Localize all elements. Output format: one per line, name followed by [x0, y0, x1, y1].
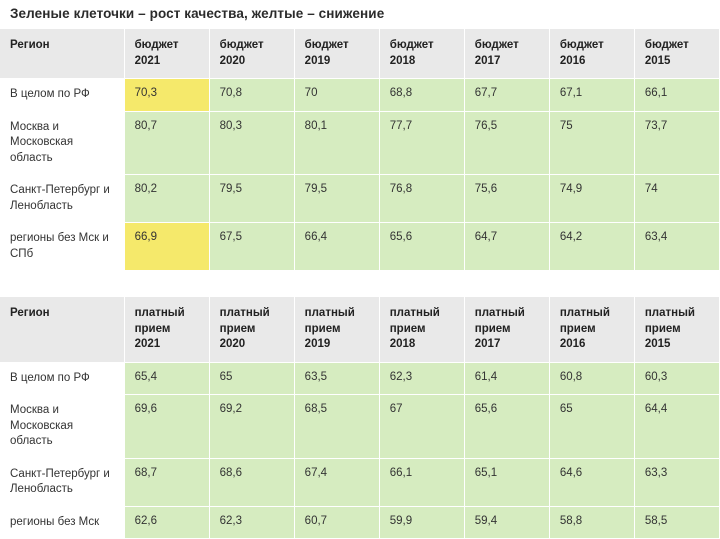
- table-cell: 63,3: [634, 458, 719, 506]
- column-header-budget-2017: [464, 29, 549, 79]
- table-cell: 64,6: [549, 458, 634, 506]
- table-header-row: [0, 297, 720, 362]
- table-cell: 67,5: [209, 223, 294, 271]
- column-header-line2: 2020: [219, 54, 246, 67]
- table-cell: 66,4: [294, 223, 379, 271]
- table-row: [0, 111, 720, 175]
- table-cell: 61,4: [464, 362, 549, 395]
- column-header-line2: 2021: [134, 54, 161, 67]
- table-cell: 80,7: [124, 111, 209, 175]
- column-header-budget-2021: [124, 29, 209, 79]
- column-header-line3: 2021: [134, 338, 161, 351]
- table-cell: 63,5: [294, 362, 379, 395]
- table-cell: 75: [549, 111, 634, 175]
- table-cell: 60,8: [549, 362, 634, 395]
- column-header-line2: прием: [389, 322, 426, 335]
- table-cell: 62,3: [209, 506, 294, 539]
- column-header-line1: бюджет: [304, 39, 349, 51]
- column-header-paid-2019: [294, 297, 379, 362]
- table-row: [0, 223, 720, 271]
- table-row: [0, 362, 720, 395]
- column-header-line2: 2019: [304, 54, 331, 67]
- table-cell: 76,5: [464, 111, 549, 175]
- column-header-paid-2015: [634, 297, 719, 362]
- column-header-paid-2017: [464, 297, 549, 362]
- table-paid: [0, 297, 720, 539]
- table-cell: 77,7: [379, 111, 464, 175]
- table-cell: 64,2: [549, 223, 634, 271]
- column-header-paid-2020: [209, 297, 294, 362]
- column-header-paid-2016: [549, 297, 634, 362]
- table-cell: 59,4: [464, 506, 549, 539]
- table-cell: 63,4: [634, 223, 719, 271]
- table-cell: 75,6: [464, 175, 549, 223]
- column-header-line2: прием: [644, 322, 681, 335]
- table-cell: 62,3: [379, 362, 464, 395]
- table-cell: 65,6: [379, 223, 464, 271]
- table-cell: 67,4: [294, 458, 379, 506]
- column-header-region: Регион: [0, 29, 124, 79]
- table-cell: 68,7: [124, 458, 209, 506]
- column-header-line2: прием: [474, 322, 511, 335]
- column-header-line1: платный: [304, 307, 355, 320]
- table-cell: 58,5: [634, 506, 719, 539]
- column-header-budget-2016: [549, 29, 634, 79]
- column-header-line1: бюджет: [219, 39, 264, 51]
- table-divider-space: [0, 271, 720, 297]
- column-header-line1: платный: [474, 307, 525, 320]
- table-cell: 80,1: [294, 111, 379, 175]
- table-row: [0, 506, 720, 539]
- table-cell: 68,5: [294, 395, 379, 459]
- column-header-line2: 2017: [474, 54, 501, 67]
- table-row: [0, 395, 720, 459]
- column-header-line2: 2015: [644, 54, 671, 67]
- column-header-line1: платный: [559, 307, 610, 320]
- column-header-line2: 2016: [559, 54, 586, 67]
- table-cell: 67: [379, 395, 464, 459]
- table-cell: 59,9: [379, 506, 464, 539]
- column-header-line3: 2016: [559, 338, 586, 351]
- table-cell: 65,4: [124, 362, 209, 395]
- column-header-line1: платный: [134, 307, 185, 320]
- table-paid-head: [0, 297, 720, 362]
- table-cell: 76,8: [379, 175, 464, 223]
- table-cell: 74,9: [549, 175, 634, 223]
- column-header-line1: бюджет: [644, 39, 689, 51]
- table-budget-body: [0, 79, 720, 271]
- row-label: Москва и Московская область: [0, 111, 124, 175]
- table-cell: 65,1: [464, 458, 549, 506]
- table-cell: 68,8: [379, 79, 464, 112]
- column-header-budget-2015: [634, 29, 719, 79]
- table-cell: 79,5: [209, 175, 294, 223]
- column-header-paid-2021: [124, 297, 209, 362]
- table-cell: 67,7: [464, 79, 549, 112]
- table-cell: 62,6: [124, 506, 209, 539]
- table-cell: 80,2: [124, 175, 209, 223]
- table-cell: 67,1: [549, 79, 634, 112]
- column-header-budget-2018: [379, 29, 464, 79]
- column-header-line1: бюджет: [134, 39, 179, 51]
- column-header-region: Регион: [0, 297, 124, 362]
- table-cell: 70,3: [124, 79, 209, 112]
- table-cell: 73,7: [634, 111, 719, 175]
- table-row: [0, 79, 720, 112]
- table-cell: 60,3: [634, 362, 719, 395]
- row-label: Санкт-Петербург и Ленобласть: [0, 175, 124, 223]
- table-cell: 66,9: [124, 223, 209, 271]
- row-label: В целом по РФ: [0, 362, 124, 395]
- table-cell: 70,8: [209, 79, 294, 112]
- column-header-line2: прием: [559, 322, 596, 335]
- table-cell: 65: [209, 362, 294, 395]
- table-budget: [0, 29, 720, 271]
- column-header-line3: 2017: [474, 338, 501, 351]
- column-header-line1: бюджет: [389, 39, 434, 51]
- column-header-line2: прием: [304, 322, 341, 335]
- table-paid-body: [0, 362, 720, 539]
- column-header-line1: платный: [644, 307, 695, 320]
- table-paid-wrapper: [0, 297, 720, 528]
- table-cell: 60,7: [294, 506, 379, 539]
- table-cell: 69,2: [209, 395, 294, 459]
- page-title: Зеленые клеточки – рост качества, желтые – снижение: [10, 6, 385, 21]
- table-cell: 58,8: [549, 506, 634, 539]
- row-label: регионы без Мск и СПб: [0, 223, 124, 271]
- table-cell: 66,1: [379, 458, 464, 506]
- table-cell: 80,3: [209, 111, 294, 175]
- column-header-line3: 2015: [644, 338, 671, 351]
- column-header-line3: 2019: [304, 338, 331, 351]
- table-cell: 70: [294, 79, 379, 112]
- column-header-line1: платный: [389, 307, 440, 320]
- column-header-budget-2019: [294, 29, 379, 79]
- table-header-row: [0, 29, 720, 79]
- table-cell: 65,6: [464, 395, 549, 459]
- row-label: В целом по РФ: [0, 79, 124, 112]
- table-cell: 64,4: [634, 395, 719, 459]
- row-label: Москва и Московская область: [0, 395, 124, 459]
- column-header-line2: прием: [134, 322, 171, 335]
- table-cell: 65: [549, 395, 634, 459]
- table-cell: 64,7: [464, 223, 549, 271]
- table-budget-head: [0, 29, 720, 79]
- table-cell: 69,6: [124, 395, 209, 459]
- table-cell: 79,5: [294, 175, 379, 223]
- column-header-line2: прием: [219, 322, 256, 335]
- column-header-line3: 2020: [219, 338, 246, 351]
- table-row: [0, 175, 720, 223]
- table-cell: 74: [634, 175, 719, 223]
- column-header-line1: бюджет: [474, 39, 519, 51]
- row-label: Санкт-Петербург и Ленобласть: [0, 458, 124, 506]
- column-header-line3: 2018: [389, 338, 416, 351]
- table-cell: 66,1: [634, 79, 719, 112]
- column-header-line1: платный: [219, 307, 270, 320]
- table-row: [0, 458, 720, 506]
- column-header-paid-2018: [379, 297, 464, 362]
- column-header-line2: 2018: [389, 54, 416, 67]
- column-header-budget-2020: [209, 29, 294, 79]
- column-header-line1: бюджет: [559, 39, 604, 51]
- row-label: регионы без Мск: [0, 506, 124, 539]
- table-cell: 68,6: [209, 458, 294, 506]
- table-budget-wrapper: [0, 29, 720, 271]
